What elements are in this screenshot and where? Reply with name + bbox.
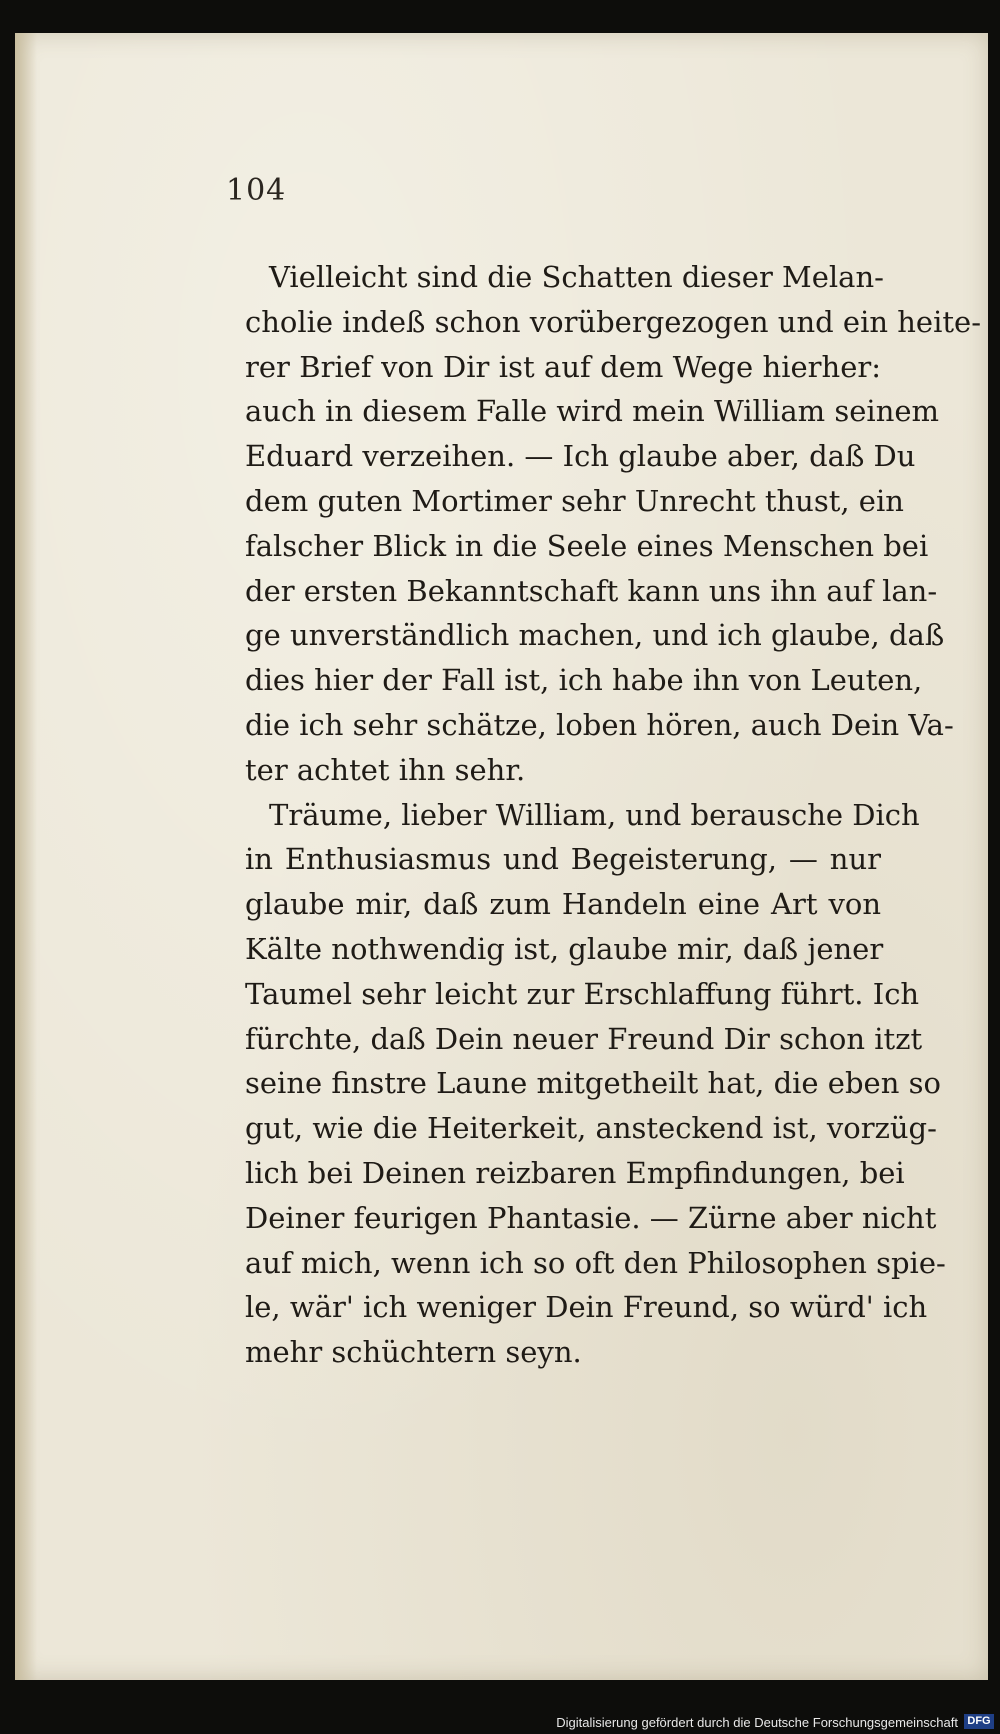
text-line: ter achtet ihn sehr.	[245, 752, 526, 787]
text-line: cholie indeß schon vorübergezogen und ein heite-	[245, 304, 981, 339]
text-line: die ich sehr schätze, loben hören, auch Dein Va-	[245, 707, 954, 742]
text-line: auf mich, wenn ich so oft den Philosophen spie-	[245, 1245, 946, 1280]
paper-page	[15, 33, 988, 1680]
text-line: gut, wie die Heiterkeit, ansteckend ist, vorzüg-	[245, 1111, 937, 1146]
page-spine-shadow	[15, 33, 37, 1680]
text-line: dem guten Mortimer sehr Unrecht thust, ein	[245, 483, 904, 518]
page-number: 104	[226, 173, 287, 208]
digitization-credit: Digitalisierung gefördert durch die Deutsche Forschungsgemeinschaft	[556, 1715, 958, 1730]
text-line: le, wär' ich weniger Dein Freund, so würd' ich	[245, 1290, 928, 1325]
text-line: glaube mir, daß zum Handeln eine Art von	[245, 887, 881, 922]
text-line: fürchte, daß Dein neuer Freund Dir schon itzt	[245, 1021, 923, 1056]
text-line: falscher Blick in die Seele eines Menschen bei	[245, 528, 929, 563]
text-line: Taumel sehr leicht zur Erschlaffung führt. Ich	[245, 976, 920, 1011]
text-line: in Enthusiasmus und Begeisterung, — nur	[245, 842, 881, 877]
text-line: Kälte nothwendig ist, glaube mir, daß jener	[245, 931, 884, 966]
text-line: Eduard verzeihen. — Ich glaube aber, daß Du	[245, 439, 916, 474]
text-line: rer Brief von Dir ist auf dem Wege hierher:	[245, 349, 881, 384]
text-line: lich bei Deinen reizbaren Empfindungen, bei	[245, 1155, 905, 1190]
text-line: ge unverständlich machen, und ich glaube, daß	[245, 618, 945, 653]
footer-bar	[0, 1700, 1000, 1734]
text-line: dies hier der Fall ist, ich habe ihn von Leuten,	[245, 663, 923, 698]
text-line: auch in diesem Falle wird mein William seinem	[245, 394, 940, 429]
body-text	[245, 255, 981, 1375]
dfg-logo: DFG	[964, 1714, 994, 1729]
text-line: Vielleicht sind die Schatten dieser Melan-	[269, 260, 884, 294]
text-line: Deiner feurigen Phantasie. — Zürne aber nicht	[245, 1200, 937, 1235]
text-line: mehr schüchtern seyn.	[245, 1335, 582, 1370]
text-line: seine finstre Laune mitgetheilt hat, die eben so	[245, 1066, 941, 1101]
text-line: der ersten Bekanntschaft kann uns ihn auf lan-	[245, 573, 938, 608]
text-line: Träume, lieber William, und berausche Dich	[269, 797, 920, 832]
